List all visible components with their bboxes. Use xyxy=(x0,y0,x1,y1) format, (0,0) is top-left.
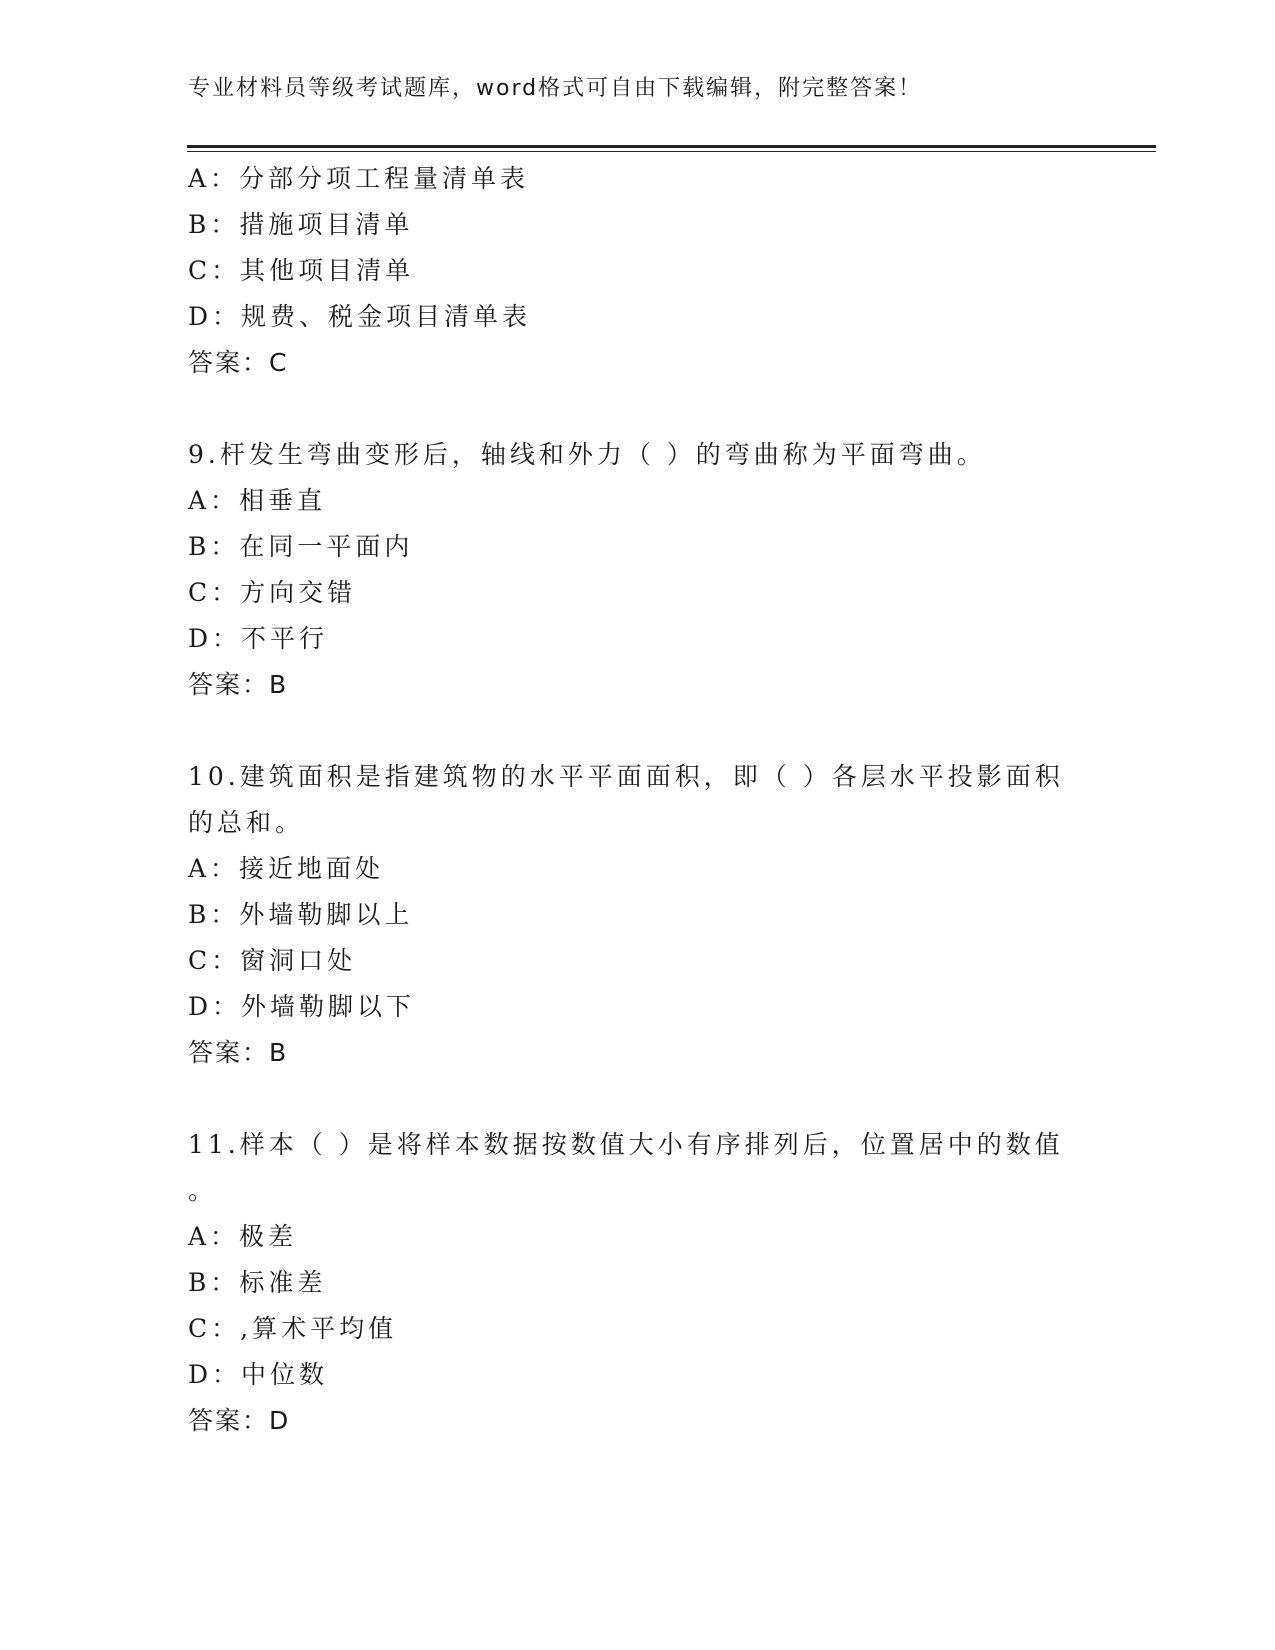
answer: 答案：D xyxy=(188,1406,291,1435)
option-a: A：分部分项工程量清单表 xyxy=(188,164,530,193)
question-block xyxy=(188,432,1088,708)
question-list xyxy=(188,156,1088,1444)
header-rule-thin xyxy=(187,151,1156,152)
option-d: D：不平行 xyxy=(188,624,329,653)
header-rule-thick xyxy=(187,145,1156,148)
question-text: 10.建筑面积是指建筑物的水平平面面积，即（ ）各层水平投影面积 xyxy=(188,762,1064,791)
question-block xyxy=(188,156,1088,386)
question-text: 11.样本（ ）是将样本数据按数值大小有序排列后，位置居中的数值 xyxy=(188,1130,1064,1159)
option-c: C：窗洞口处 xyxy=(188,946,357,975)
option-b: B：标准差 xyxy=(188,1268,327,1297)
option-c: C：,算术平均值 xyxy=(188,1314,398,1343)
option-a: A：接近地面处 xyxy=(188,854,385,883)
page-header: 专业材料员等级考试题库，word格式可自由下载编辑，附完整答案！ xyxy=(188,76,923,101)
option-d: D：外墙勒脚以下 xyxy=(188,992,416,1021)
question-block xyxy=(188,754,1088,1076)
answer: 答案：B xyxy=(188,1038,289,1067)
option-d: D：中位数 xyxy=(188,1360,329,1389)
answer: 答案：C xyxy=(188,348,289,377)
option-c: C：其他项目清单 xyxy=(188,256,415,285)
option-a: A：极差 xyxy=(188,1222,298,1251)
option-c: C：方向交错 xyxy=(188,578,357,607)
question-text-continued: 的总和。 xyxy=(188,808,305,837)
question-block xyxy=(188,1122,1088,1444)
question-text: 9.杆发生弯曲变形后，轴线和外力（ ）的弯曲称为平面弯曲。 xyxy=(188,440,986,469)
question-text-continued: 。 xyxy=(188,1176,218,1205)
option-b: B：措施项目清单 xyxy=(188,210,414,239)
option-b: B：在同一平面内 xyxy=(188,532,414,561)
option-b: B：外墙勒脚以上 xyxy=(188,900,414,929)
option-d: D：规费、税金项目清单表 xyxy=(188,302,532,331)
answer: 答案：B xyxy=(188,670,289,699)
option-a: A：相垂直 xyxy=(188,486,327,515)
